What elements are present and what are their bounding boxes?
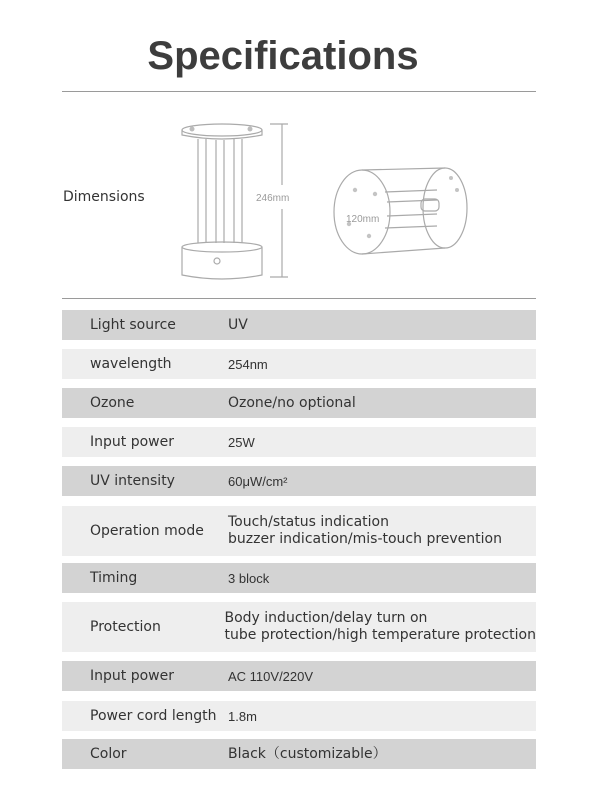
height-dimension-text: 246mm [256,193,290,204]
spec-row [62,506,536,556]
spec-label: Ozone [90,395,135,411]
spec-value [224,514,502,548]
spec-value-line: 254nm [228,356,268,372]
spec-value [221,610,537,644]
dimensions-label: Dimensions [63,189,145,205]
lamp-front-view-diagram [170,115,310,285]
spec-value [224,434,255,451]
spec-value-line: AC 110V/220V [228,668,314,684]
spec-row [62,310,536,340]
spec-value [224,570,269,587]
divider-middle [62,298,536,299]
spec-label: Color [90,746,127,762]
spec-label: Light source [90,317,176,333]
spec-value [224,395,356,412]
spec-value [224,708,257,725]
spec-value [224,746,387,763]
spec-label: UV intensity [90,473,175,489]
spec-value-line: UV [228,316,248,333]
spec-value-line: buzzer indication/mis-touch prevention [228,531,502,547]
spec-value-line: Body induction/delay turn on [224,610,428,626]
spec-value-line: tube protection/high temperature protection [224,627,536,643]
spec-value-line: 1.8m [228,708,257,724]
spec-value-line: Ozone/no optional [228,394,356,411]
spec-label: Input power [90,434,174,450]
diameter-dimension-text: 120mm [346,214,380,225]
spec-value-line: 25W [228,434,255,450]
spec-row [62,701,536,731]
spec-row [62,602,536,652]
spec-value [224,473,288,490]
spec-label: Power cord length [90,708,217,724]
spec-row [62,466,536,496]
spec-row [62,388,536,418]
spec-value-line: Black（customizable） [228,745,387,762]
page-title: Specifications [147,34,419,78]
spec-value-line: Touch/status indication [228,514,389,530]
spec-value-line: 60μW/cm² [228,473,288,489]
spec-row [62,739,536,769]
spec-label: Operation mode [90,523,204,539]
spec-value-line: 3 block [228,570,270,586]
divider-top [62,91,536,92]
spec-value [224,317,248,334]
spec-value [224,356,268,373]
spec-label: wavelength [90,356,172,372]
spec-row [62,427,536,457]
spec-row [62,349,536,379]
lamp-top-view-diagram [325,158,475,268]
spec-row [62,563,536,593]
spec-label: Protection [90,619,161,635]
spec-row [62,661,536,691]
spec-label: Timing [90,570,138,586]
spec-label: Input power [90,668,174,684]
spec-value [224,668,313,685]
